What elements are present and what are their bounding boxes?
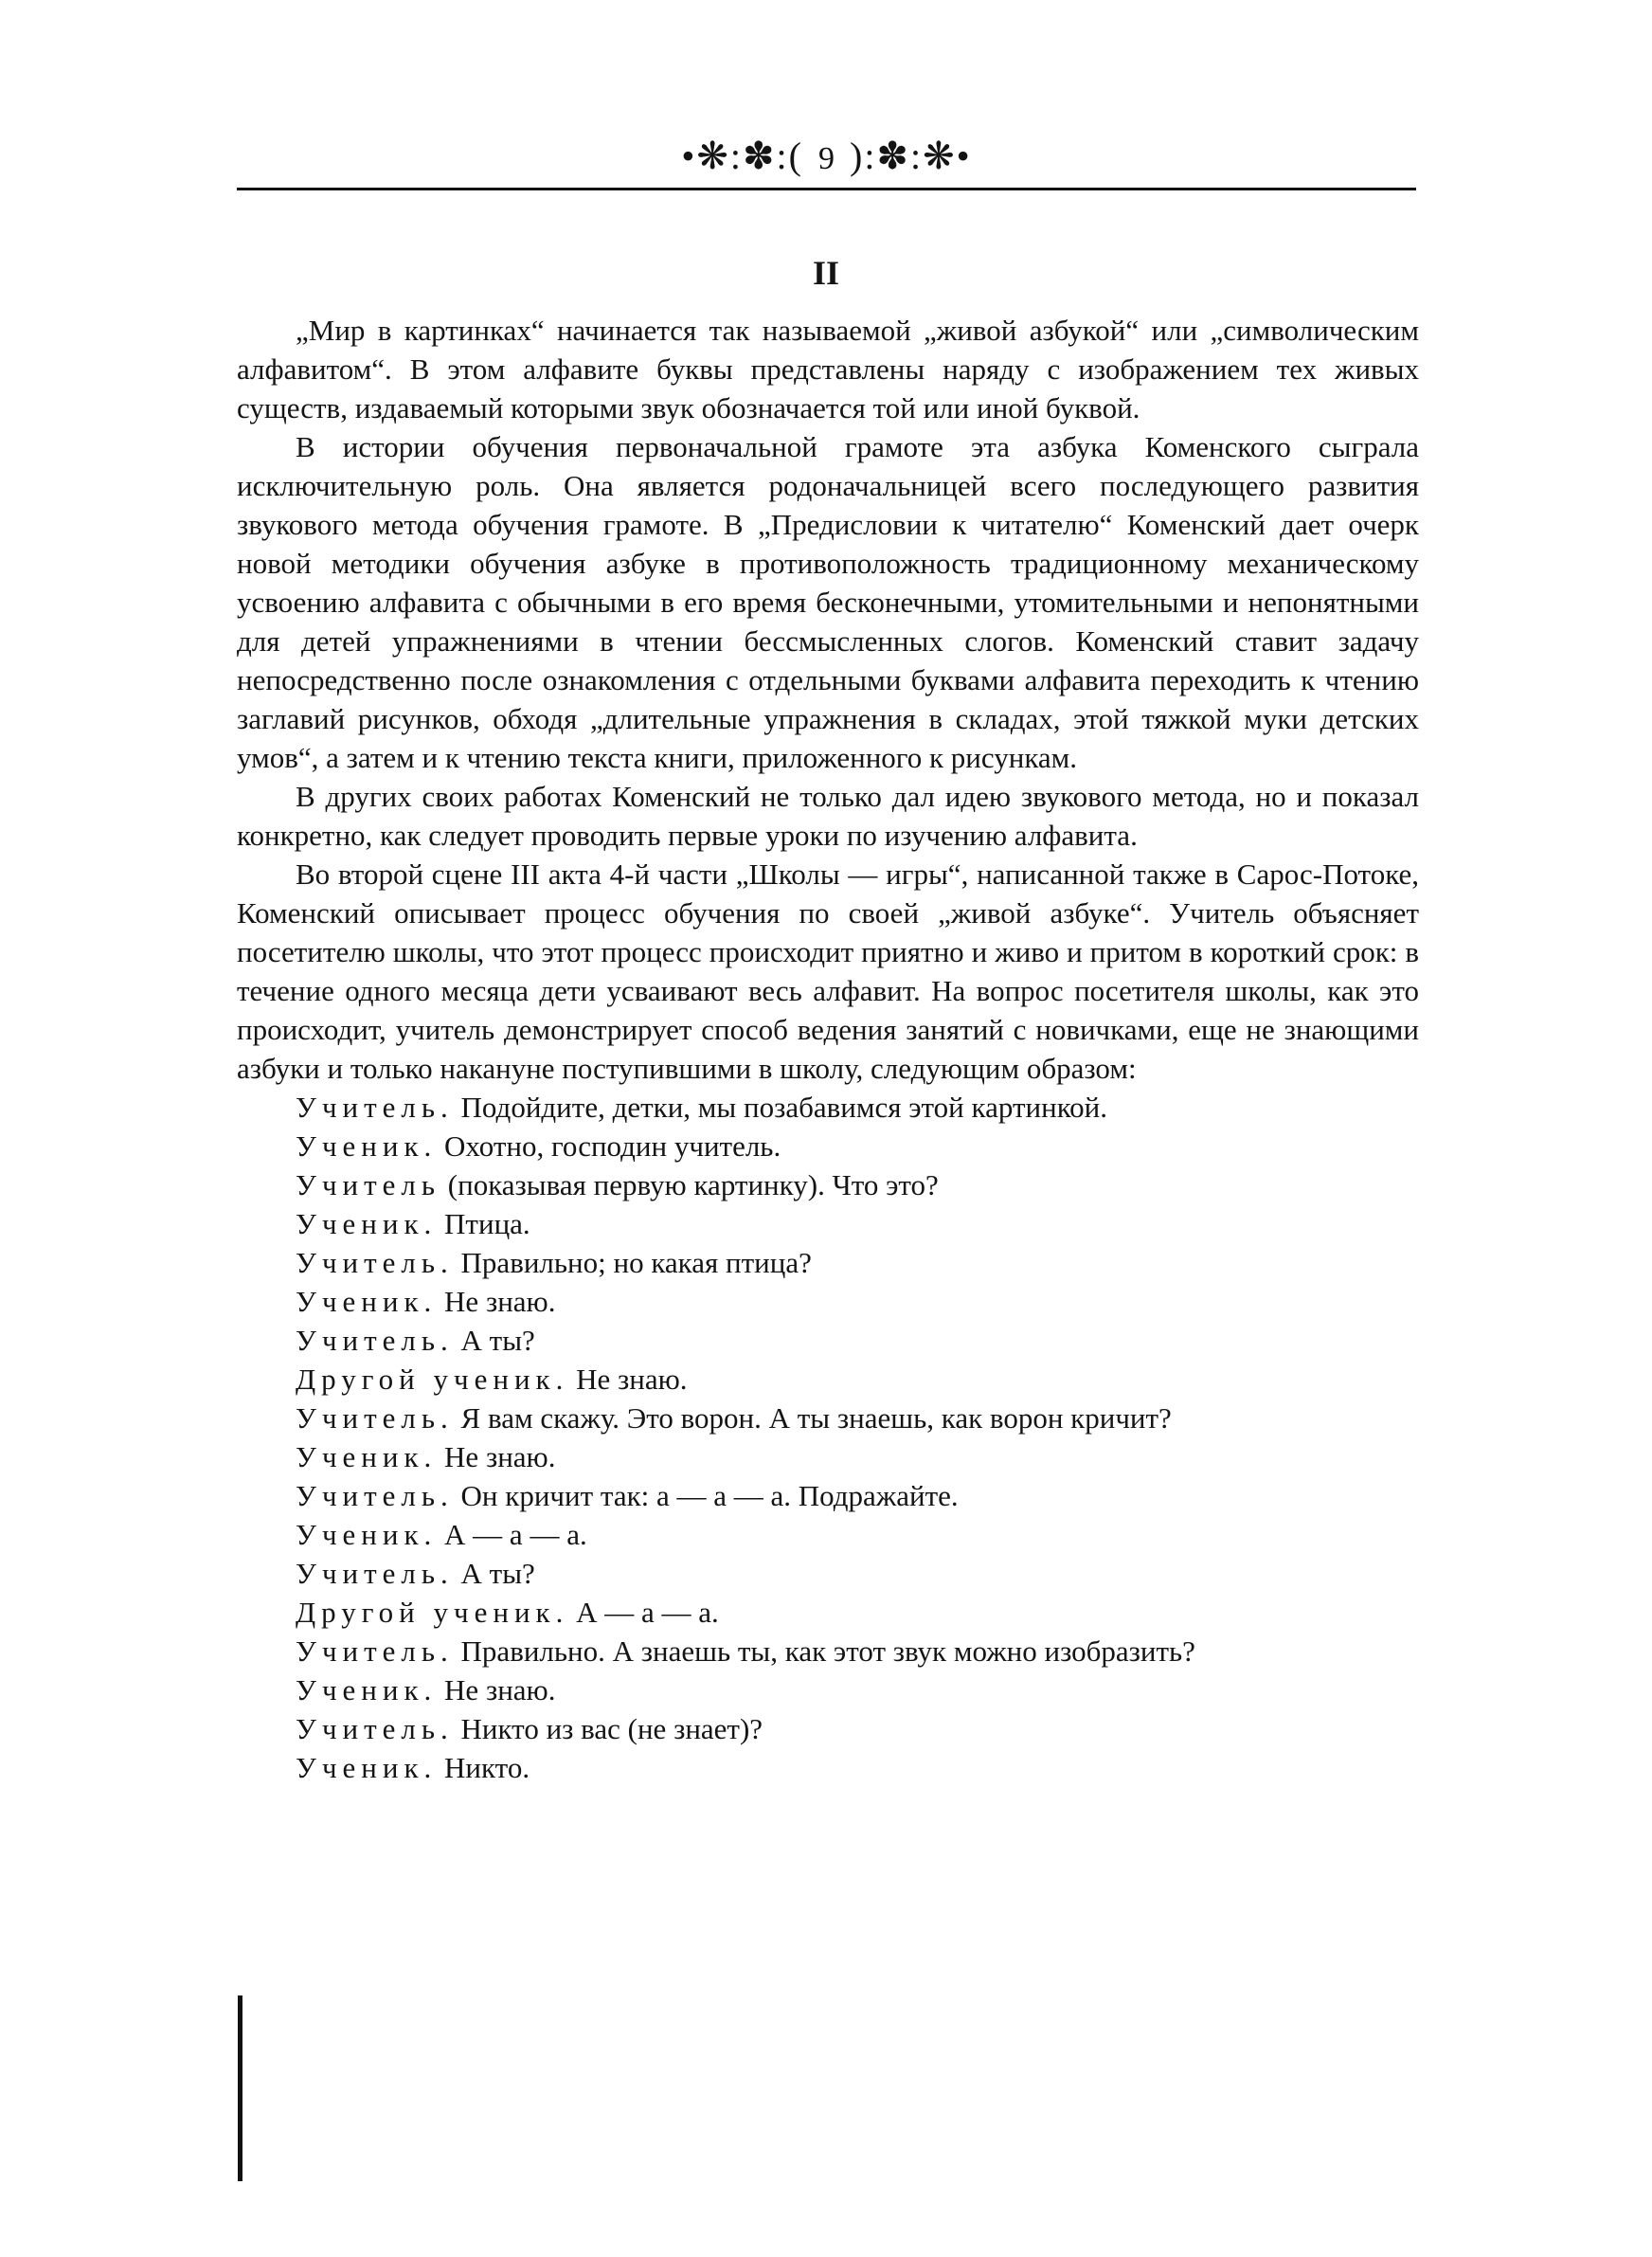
speaker: Учитель. (296, 1557, 454, 1590)
dialogue-line (237, 1127, 1419, 1165)
paragraph: „Мир в картинках“ начинается так называемой „живой азбукой“ или „символическим алфавитом“. В этом алфавите буквы представлены наряду с изображением тех живых существ, издаваемый которыми звук обозначается той или иной буквой. (237, 314, 1419, 424)
dialogue-line (237, 1515, 1419, 1554)
line-text: Никто. (437, 1751, 530, 1784)
dialogue-line (237, 1243, 1419, 1282)
line-text: Птица. (437, 1207, 530, 1240)
ornament-right: ):✽:❋• (850, 135, 972, 177)
dialogue-line (237, 1399, 1419, 1437)
line-text: Охотно, господин учитель. (437, 1129, 781, 1163)
speaker: Ученик. (296, 1751, 438, 1784)
dialogue-line (237, 1593, 1419, 1632)
dialogue-line (237, 1670, 1419, 1709)
line-text: Я вам скажу. Это ворон. А ты знаешь, как ворон кричит? (453, 1401, 1172, 1435)
speaker: Учитель. (296, 1091, 454, 1124)
dialogue-line (237, 1282, 1419, 1321)
section-number: II (812, 254, 840, 292)
speaker: Ученик. (296, 1129, 438, 1163)
line-text: Правильно; но какая птица? (453, 1246, 812, 1279)
line-text: (показывая первую картинку). Что это? (440, 1168, 939, 1201)
paragraph: В других своих работах Коменский не только дал идею звукового метода, но и показал конкретно, как следует проводить первые уроки по изучению алфавита. (237, 780, 1419, 852)
speaker: Учитель. (296, 1401, 454, 1435)
speaker: Другой ученик. (296, 1596, 569, 1629)
header-rule (237, 188, 1416, 190)
dialogue-line (237, 1709, 1419, 1748)
dialogue-line (237, 1204, 1419, 1243)
paragraph: Во второй сцене III акта 4-й части „Школы — игры“, написанной также в Сарос-Потоке, Коменский описывает процесс обучения по своей „живой азбуке“. Учитель объясняет посетителю школы, что этот процесс происходит приятно и живо и притом в короткий срок: в течение одного месяца дети усваивают весь алфавит. На вопрос посетителя школы, как это происходит, учитель демонстрирует способ ведения занятий с новичками, еще не знающими азбуки и только накануне поступившими в школу, следующим образом: (237, 858, 1419, 1085)
line-text: Не знаю. (437, 1285, 556, 1318)
speaker: Другой ученик. (296, 1363, 569, 1396)
speaker: Учитель. (296, 1479, 454, 1512)
line-text: Не знаю. (437, 1440, 556, 1473)
speaker: Ученик. (296, 1673, 438, 1706)
speaker: Ученик. (296, 1207, 438, 1240)
line-text: Не знаю. (437, 1673, 556, 1706)
speaker: Ученик. (296, 1285, 438, 1318)
line-text: А ты? (453, 1324, 535, 1357)
line-text: Правильно. А знаешь ты, как этот звук можно изобразить? (453, 1634, 1195, 1668)
dialogue-line (237, 1165, 1419, 1204)
speaker: Ученик. (296, 1518, 438, 1551)
margin-rule (238, 1995, 242, 2181)
line-text: А ты? (453, 1557, 535, 1590)
ornament-left: •❋:✽:( (681, 135, 803, 177)
dialogue-line (237, 1360, 1419, 1399)
dialogue-line (237, 1554, 1419, 1593)
dialogue-line (237, 1088, 1419, 1127)
speaker: Учитель. (296, 1324, 454, 1357)
dialogue-line (237, 1437, 1419, 1476)
running-header (237, 133, 1416, 180)
speaker: Учитель (296, 1168, 441, 1201)
dialogue-line (237, 1476, 1419, 1515)
page-number: 9 (818, 141, 835, 176)
line-text: А — а — а. (437, 1518, 587, 1551)
line-text: Никто из вас (не знает)? (453, 1712, 763, 1745)
line-text: А — а — а. (568, 1596, 719, 1629)
speaker: Ученик. (296, 1440, 438, 1473)
line-text: Не знаю. (568, 1363, 688, 1396)
speaker: Учитель. (296, 1712, 454, 1745)
body-text (237, 311, 1419, 1787)
line-text: Он кричит так: а — а — а. Подражайте. (453, 1479, 959, 1512)
paragraph: В истории обучения первоначальной грамоте эта азбука Коменского сыграла исключительную роль. Она является родоначальницей всего последующего развития звукового метода обучения грамоте. В „Предисловии к читателю“ Коменский дает очерк новой методики обучения азбуке в противоположность традиционному механическому усвоению алфавита с обычными в его время бесконечными, утомительными и непонятными для детей упражнениями в чтении бессмысленных слогов. Коменский ставит задачу непосредственно после ознакомления с отдельными буквами алфавита переходить к чтению заглавий рисунков, обходя „длительные упражнения в складах, этой тяжкой муки детских умов“, а затем и к чтению текста книги, приложенного к рисункам. (237, 430, 1419, 774)
speaker: Учитель. (296, 1634, 454, 1668)
line-text: Подойдите, детки, мы позабавимся этой картинкой. (453, 1091, 1108, 1124)
dialogue-line (237, 1632, 1419, 1670)
speaker: Учитель. (296, 1246, 454, 1279)
dialogue-line (237, 1748, 1419, 1787)
dialogue-line (237, 1321, 1419, 1360)
